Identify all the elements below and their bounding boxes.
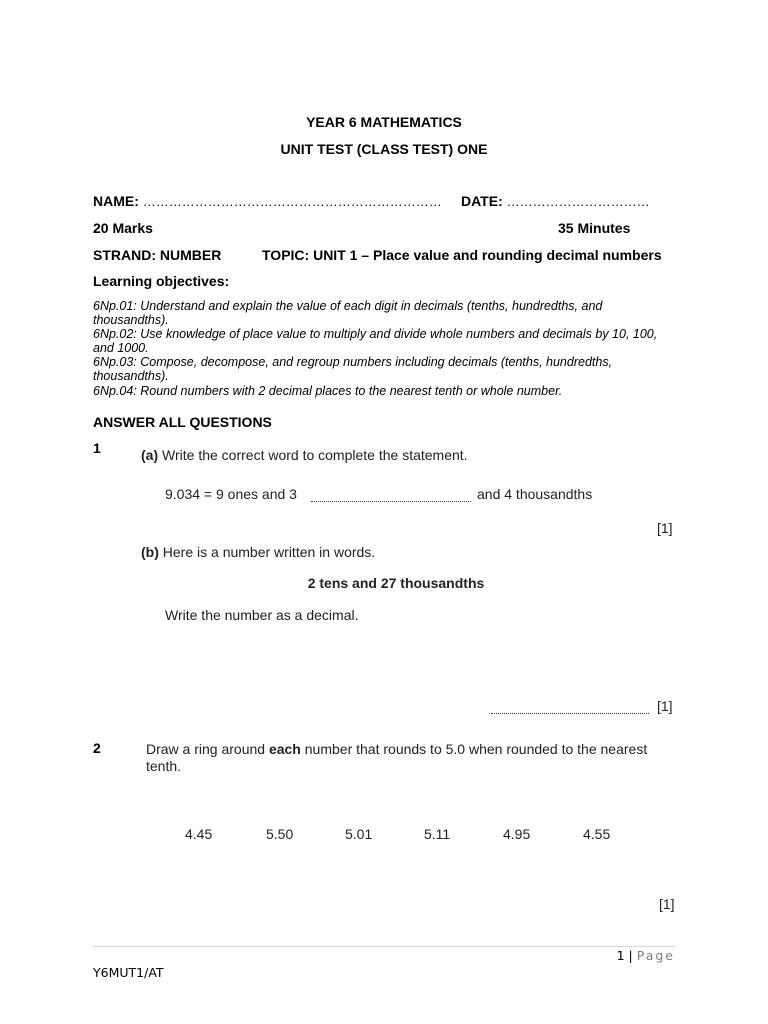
page-indicator xyxy=(617,948,675,963)
duration: 35 Minutes xyxy=(558,220,631,236)
q2-option[interactable]: 4.55 xyxy=(583,826,611,842)
q1a-text: Write the correct word to complete the statement. xyxy=(162,447,468,463)
q1a-label: (a) xyxy=(141,447,159,463)
q2-prompt xyxy=(146,741,647,757)
q1b-instruction: Write the number as a decimal. xyxy=(165,607,359,623)
q1b-mark: [1] xyxy=(657,698,673,714)
q1b-text: Here is a number written in words. xyxy=(162,544,376,560)
page-separator: | xyxy=(628,948,633,963)
total-marks: 20 Marks xyxy=(93,220,153,236)
q2-option[interactable]: 4.95 xyxy=(503,826,531,842)
q1a-answer-line[interactable] xyxy=(311,501,471,502)
page-title: YEAR 6 MATHEMATICS xyxy=(306,114,462,130)
q2-option[interactable]: 5.11 xyxy=(424,826,451,842)
q1a-statement-start: 9.034 = 9 ones and 3 xyxy=(165,486,297,502)
page-number: 1 xyxy=(616,948,625,963)
q2-option[interactable]: 5.50 xyxy=(266,826,294,842)
question-number-1: 1 xyxy=(93,440,101,456)
q2-text-bold: each xyxy=(268,741,301,757)
name-label: NAME: xyxy=(93,193,139,209)
objective-item: 6Np.01: Understand and explain the value of each digit in decimals (tenths, hundredths, and thousandths). xyxy=(93,299,603,327)
q2-mark: [1] xyxy=(659,896,675,912)
strand: STRAND: NUMBER xyxy=(93,247,222,263)
q2-text-pre: Draw a ring around xyxy=(146,741,269,757)
q1a-mark: [1] xyxy=(657,520,673,536)
page-subtitle: UNIT TEST (CLASS TEST) ONE xyxy=(280,141,488,157)
question-number-2: 2 xyxy=(93,740,101,756)
q2-option[interactable]: 5.01 xyxy=(345,826,373,842)
instructions: ANSWER ALL QUESTIONS xyxy=(93,414,272,430)
name-dots: …………………………………………………………… xyxy=(142,194,442,209)
q1b-prompt xyxy=(141,544,375,560)
q2-text-post: number that rounds to 5.0 when rounded to the nearest xyxy=(300,741,648,757)
objectives-heading: Learning objectives: xyxy=(93,273,230,289)
topic: TOPIC: UNIT 1 – Place value and rounding decimal numbers xyxy=(262,247,662,263)
objective-item: 6Np.03: Compose, decompose, and regroup numbers including decimals (tenths, hundredths, thousandths). xyxy=(93,355,613,383)
q1a-prompt xyxy=(141,447,468,463)
q1b-answer-line[interactable] xyxy=(491,713,649,714)
q2-prompt-line2: tenth. xyxy=(146,758,182,774)
q1b-words: 2 tens and 27 thousandths xyxy=(307,575,485,591)
date-label: DATE: xyxy=(461,193,503,209)
footer-divider xyxy=(93,946,675,947)
q1a-statement-end: and 4 thousandths xyxy=(477,486,593,502)
date-row xyxy=(461,193,650,209)
objective-item: 6Np.04: Round numbers with 2 decimal places to the nearest tenth or whole number. xyxy=(93,384,563,398)
objective-item: 6Np.02: Use knowledge of place value to multiply and divide whole numbers and decimals by 10, 100, and 1000. xyxy=(93,327,658,355)
name-row xyxy=(93,193,442,209)
date-dots: …………………………… xyxy=(506,194,650,209)
q2-option[interactable]: 4.45 xyxy=(185,826,213,842)
q1b-label: (b) xyxy=(141,544,159,560)
page-word: Page xyxy=(636,948,675,963)
document-code: Y6MUT1/AT xyxy=(93,965,164,980)
q1a-statement xyxy=(165,486,297,502)
